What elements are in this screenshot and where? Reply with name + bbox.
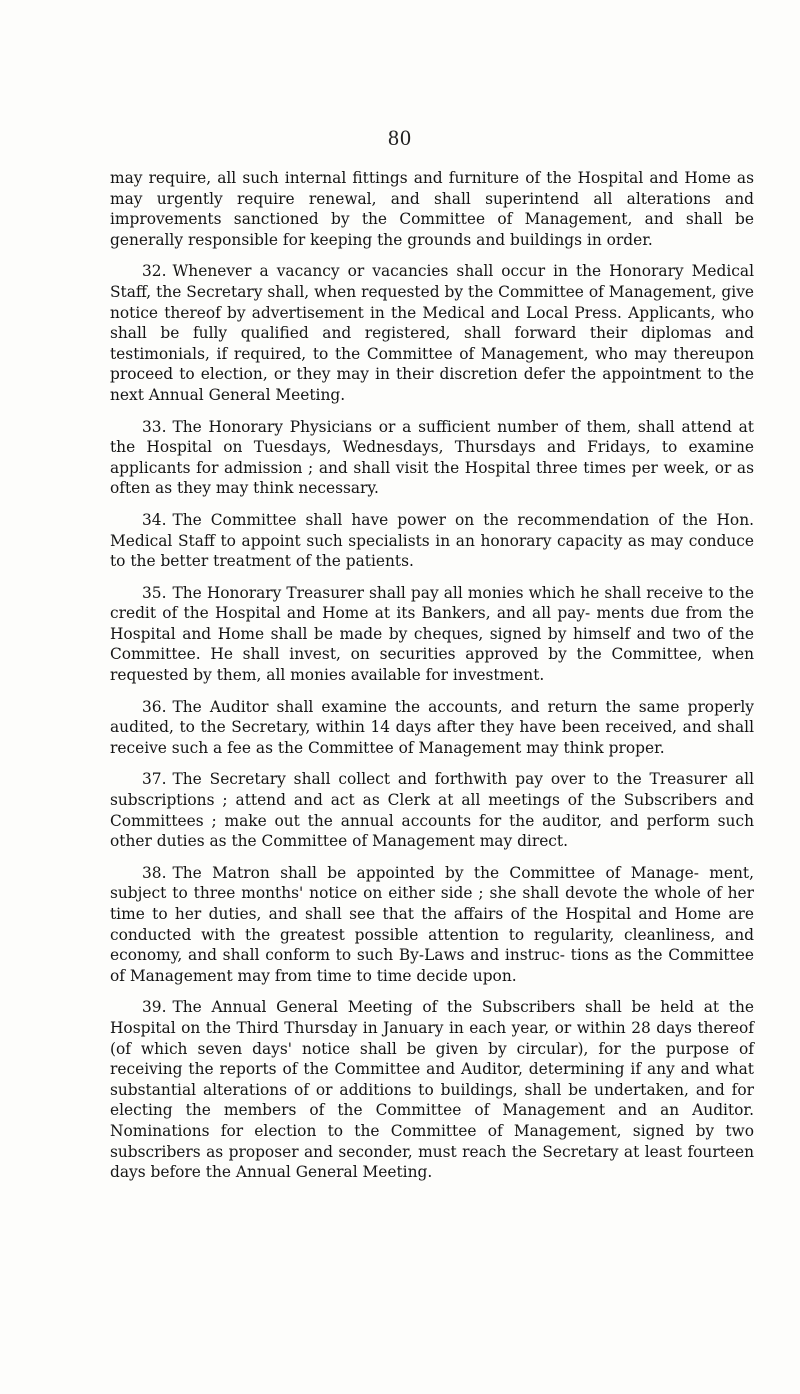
paragraph-text: The Honorary Physicians or a sufficient number of them, shall attend at the Hospital on Tuesdays, Wednesdays, Thursdays and Fridays, to examine applicants for admission ; and shall visit the Hospital three times per week, or as often as they may think necessary. bbox=[110, 417, 754, 498]
paragraph-34 bbox=[110, 510, 754, 572]
paragraph-text: may require, all such internal fittings and furniture of the Hospital and Home as may urgently require renewal, and shall superintend all alterations and improvements sanctioned by the Committee of Management, and shall be generally responsible for keeping the grounds and buildings in order. bbox=[110, 169, 754, 249]
paragraph-number: 33. bbox=[142, 417, 167, 436]
paragraph-number: 34. bbox=[142, 510, 167, 529]
paragraph-number: 37. bbox=[142, 770, 167, 789]
page-number: 80 bbox=[388, 125, 412, 150]
paragraph-text: Whenever a vacancy or vacancies shall occur in the Honorary Medical Staff, the Secretary shall, when requested by the Committee of Management, give notice thereof by advertisement in the Medical and Local Press. Applicants, who shall be fully qualified and registered, shall forward their diplomas and testimonials, if required, to the Committee of Management, who may thereupon proceed to election, or they may in their discretion defer the appointment to the next Annual General Meeting. bbox=[110, 262, 754, 404]
paragraph-37 bbox=[110, 769, 754, 851]
paragraph-33 bbox=[110, 417, 754, 499]
paragraph-number: 32. bbox=[142, 262, 167, 281]
paragraph-number: 36. bbox=[142, 697, 167, 716]
document-body bbox=[110, 168, 754, 1194]
paragraph-number: 35. bbox=[142, 583, 167, 602]
paragraph-35 bbox=[110, 583, 754, 686]
paragraph-text: The Honorary Treasurer shall pay all monies which he shall receive to the credit of the Hospital and Home at its Bankers, and all pay- ments due from the Hospital and Home shall be made by cheques, signed by himself and two of the Committee. He shall invest, on securities approved by the Committee, when requested by them, all monies available for investment. bbox=[110, 583, 754, 685]
paragraph-text: The Committee shall have power on the recommendation of the Hon. Medical Staff to appoint such specialists in an honorary capacity as may conduce to the better treatment of the patients. bbox=[110, 510, 754, 571]
paragraph-text: The Annual General Meeting of the Subscribers shall be held at the Hospital on the Third Thursday in January in each year, or within 28 days thereof (of which seven days' notice shall be given by circular), for the purpose of receiving the reports of the Committee and Auditor, determining if any and what substantial alterations of or additions to buildings, shall be undertaken, and for electing the members of the Committee of Management and an Auditor. Nominations for election to the Committee of Management, signed by two subscribers as proposer and seconder, must reach the Secretary at least fourteen days before the Annual General Meeting. bbox=[110, 998, 754, 1182]
paragraph-text: The Secretary shall collect and forthwith pay over to the Treasurer all subscriptions ; attend and act as Clerk at all meetings of the Subscribers and Committees ; make out the annual accounts for the auditor, and perform such other duties as the Committee of Management may direct. bbox=[110, 770, 754, 851]
paragraph-number: 38. bbox=[142, 863, 167, 882]
paragraph-38 bbox=[110, 863, 754, 987]
paragraph-continuation bbox=[110, 168, 754, 250]
paragraph-text: The Auditor shall examine the accounts, and return the same properly audited, to the Secretary, within 14 days after they have been received, and shall receive such a fee as the Committee of Management may think proper. bbox=[110, 697, 754, 757]
paragraph-32 bbox=[110, 261, 754, 405]
paragraph-text: The Matron shall be appointed by the Committee of Manage- ment, subject to three months' notice on either side ; she shall devote the whole of her time to her duties, and shall see that the affairs of the Hospital and Home are conducted with the greatest possible attention to regularity, cleanliness, and economy, and shall conform to such By-Laws and instruc- tions as the Committee of Management may from time to time decide upon. bbox=[110, 863, 754, 985]
paragraph-36 bbox=[110, 697, 754, 759]
paragraph-number: 39. bbox=[142, 998, 167, 1017]
paragraph-39 bbox=[110, 997, 754, 1182]
